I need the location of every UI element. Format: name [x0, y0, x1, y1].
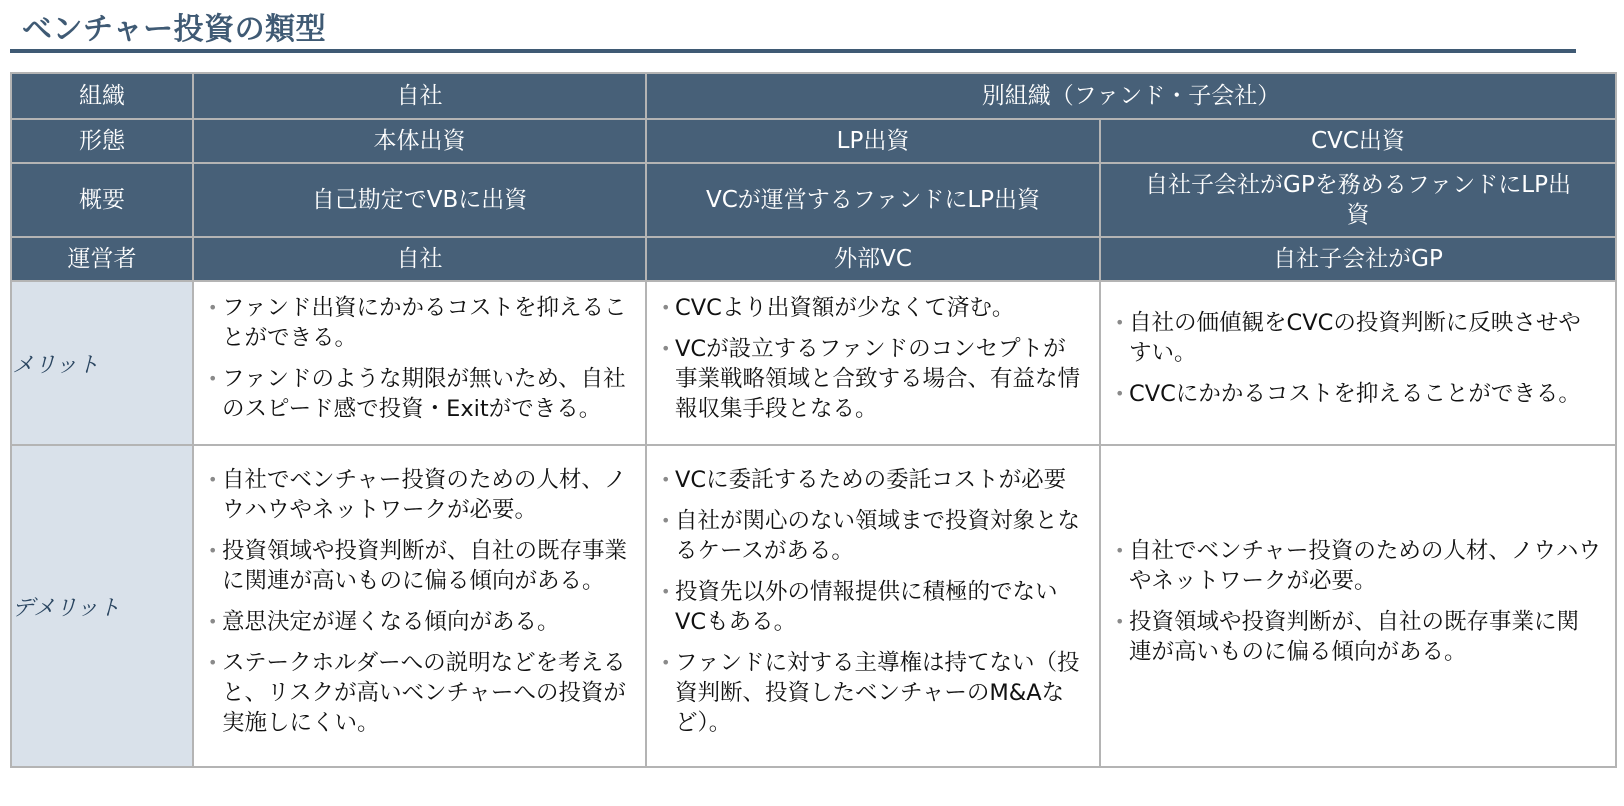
organization-own: 自社 — [193, 73, 646, 119]
table-row-merit — [11, 281, 1616, 445]
demerit-lp-cell — [646, 445, 1100, 767]
list-item — [1115, 607, 1601, 667]
table-row-operator — [11, 237, 1616, 281]
comparison-table — [10, 72, 1617, 768]
table-row-summary — [11, 163, 1616, 237]
list-item — [661, 577, 1085, 637]
bullet-icon: • — [1115, 612, 1125, 631]
row-label-merit: メリット — [11, 281, 193, 445]
list-item — [208, 607, 631, 637]
table-row-organization — [11, 73, 1616, 119]
list-item — [208, 536, 631, 596]
bullet-icon: • — [208, 369, 218, 388]
list-item-text: ステークホルダーへの説明などを考えると、リスクが高いベンチャーへの投資が実施しにくい。 — [222, 650, 626, 736]
list-item — [661, 334, 1085, 424]
bullet-icon: • — [661, 470, 671, 489]
list-item — [661, 506, 1085, 566]
list-item-text: CVCにかかるコストを抑えることができる。 — [1129, 381, 1581, 407]
list-item-text: ファンドのような期限が無いため、自社のスピード感で投資・Exitができる。 — [222, 366, 626, 422]
bullet-icon: • — [208, 541, 218, 560]
bullet-icon: • — [661, 339, 671, 358]
list-item-text: ファンドに対する主導権は持てない（投資判断、投資したベンチャーのM&Aなど）。 — [675, 650, 1080, 736]
form-cvc: CVC出資 — [1100, 119, 1616, 163]
merit-list — [194, 285, 645, 441]
list-item-text: 自社が関心のない領域まで投資対象となるケースがある。 — [675, 508, 1081, 564]
row-label-form: 形態 — [11, 119, 193, 163]
bullet-icon: • — [661, 511, 671, 530]
table-row-form — [11, 119, 1616, 163]
demerit-list — [194, 457, 645, 755]
bullet-icon: • — [661, 653, 671, 672]
merit-lp-cell — [646, 281, 1100, 445]
demerit-cvc-cell — [1100, 445, 1616, 767]
list-item — [1115, 379, 1601, 409]
list-item-text: 意思決定が遅くなる傾向がある。 — [222, 609, 560, 635]
list-item — [208, 465, 631, 525]
list-item-text: VCが設立するファンドのコンセプトが事業戦略領域と合致する場合、有益な情報収集手段となる。 — [675, 336, 1081, 422]
list-item — [208, 293, 631, 353]
merit-cvc-cell — [1100, 281, 1616, 445]
bullet-icon: • — [1115, 384, 1125, 403]
list-item — [661, 293, 1085, 323]
operator-cvc: 自社子会社がGP — [1100, 237, 1616, 281]
list-item — [661, 465, 1085, 495]
list-item-text: 自社の価値観をCVCの投資判断に反映させやすい。 — [1129, 310, 1581, 366]
organization-separate: 別組織（ファンド・子会社） — [646, 73, 1616, 119]
list-item-text: 投資先以外の情報提供に積極的でないVCもある。 — [675, 579, 1058, 635]
table-row-demerit — [11, 445, 1616, 767]
list-item-text: 投資領域や投資判断が、自社の既存事業に関連が高いものに偏る傾向がある。 — [1129, 609, 1580, 665]
list-item — [208, 648, 631, 738]
bullet-icon: • — [208, 298, 218, 317]
demerit-direct-cell — [193, 445, 646, 767]
form-lp: LP出資 — [646, 119, 1100, 163]
bullet-icon: • — [208, 653, 218, 672]
summary-direct: 自己勘定でVBに出資 — [193, 163, 646, 237]
bullet-icon: • — [1115, 313, 1125, 332]
form-direct: 本体出資 — [193, 119, 646, 163]
operator-lp: 外部VC — [646, 237, 1100, 281]
list-item — [208, 364, 631, 424]
demerit-list — [647, 457, 1099, 755]
row-label-demerit: デメリット — [11, 445, 193, 767]
list-item — [1115, 536, 1601, 596]
bullet-icon: • — [1115, 541, 1125, 560]
list-item — [661, 648, 1085, 738]
list-item-text: 自社でベンチャー投資のための人材、ノウハウやネットワークが必要。 — [222, 467, 627, 523]
row-label-organization: 組織 — [11, 73, 193, 119]
list-item-text: 投資領域や投資判断が、自社の既存事業に関連が高いものに偏る傾向がある。 — [222, 538, 628, 594]
summary-cvc: 自社子会社がGPを務めるファンドにLP出資 — [1100, 163, 1616, 237]
title-underline — [10, 49, 1576, 53]
list-item — [1115, 308, 1601, 368]
row-label-summary: 概要 — [11, 163, 193, 237]
list-item-text: ファンド出資にかかるコストを抑えることができる。 — [222, 295, 627, 351]
merit-list — [647, 285, 1099, 441]
page-title: ベンチャー投資の類型 — [22, 12, 327, 47]
summary-lp: VCが運営するファンドにLP出資 — [646, 163, 1100, 237]
bullet-icon: • — [661, 298, 671, 317]
row-label-operator: 運営者 — [11, 237, 193, 281]
list-item-text: VCに委託するための委託コストが必要 — [675, 467, 1067, 493]
bullet-icon: • — [661, 582, 671, 601]
demerit-list — [1101, 528, 1615, 684]
merit-list — [1101, 300, 1615, 426]
bullet-icon: • — [208, 612, 218, 631]
list-item-text: 自社でベンチャー投資のための人材、ノウハウやネットワークが必要。 — [1129, 538, 1601, 594]
list-item-text: CVCより出資額が少なくて済む。 — [675, 295, 1015, 321]
operator-direct: 自社 — [193, 237, 646, 281]
merit-direct-cell — [193, 281, 646, 445]
bullet-icon: • — [208, 470, 218, 489]
